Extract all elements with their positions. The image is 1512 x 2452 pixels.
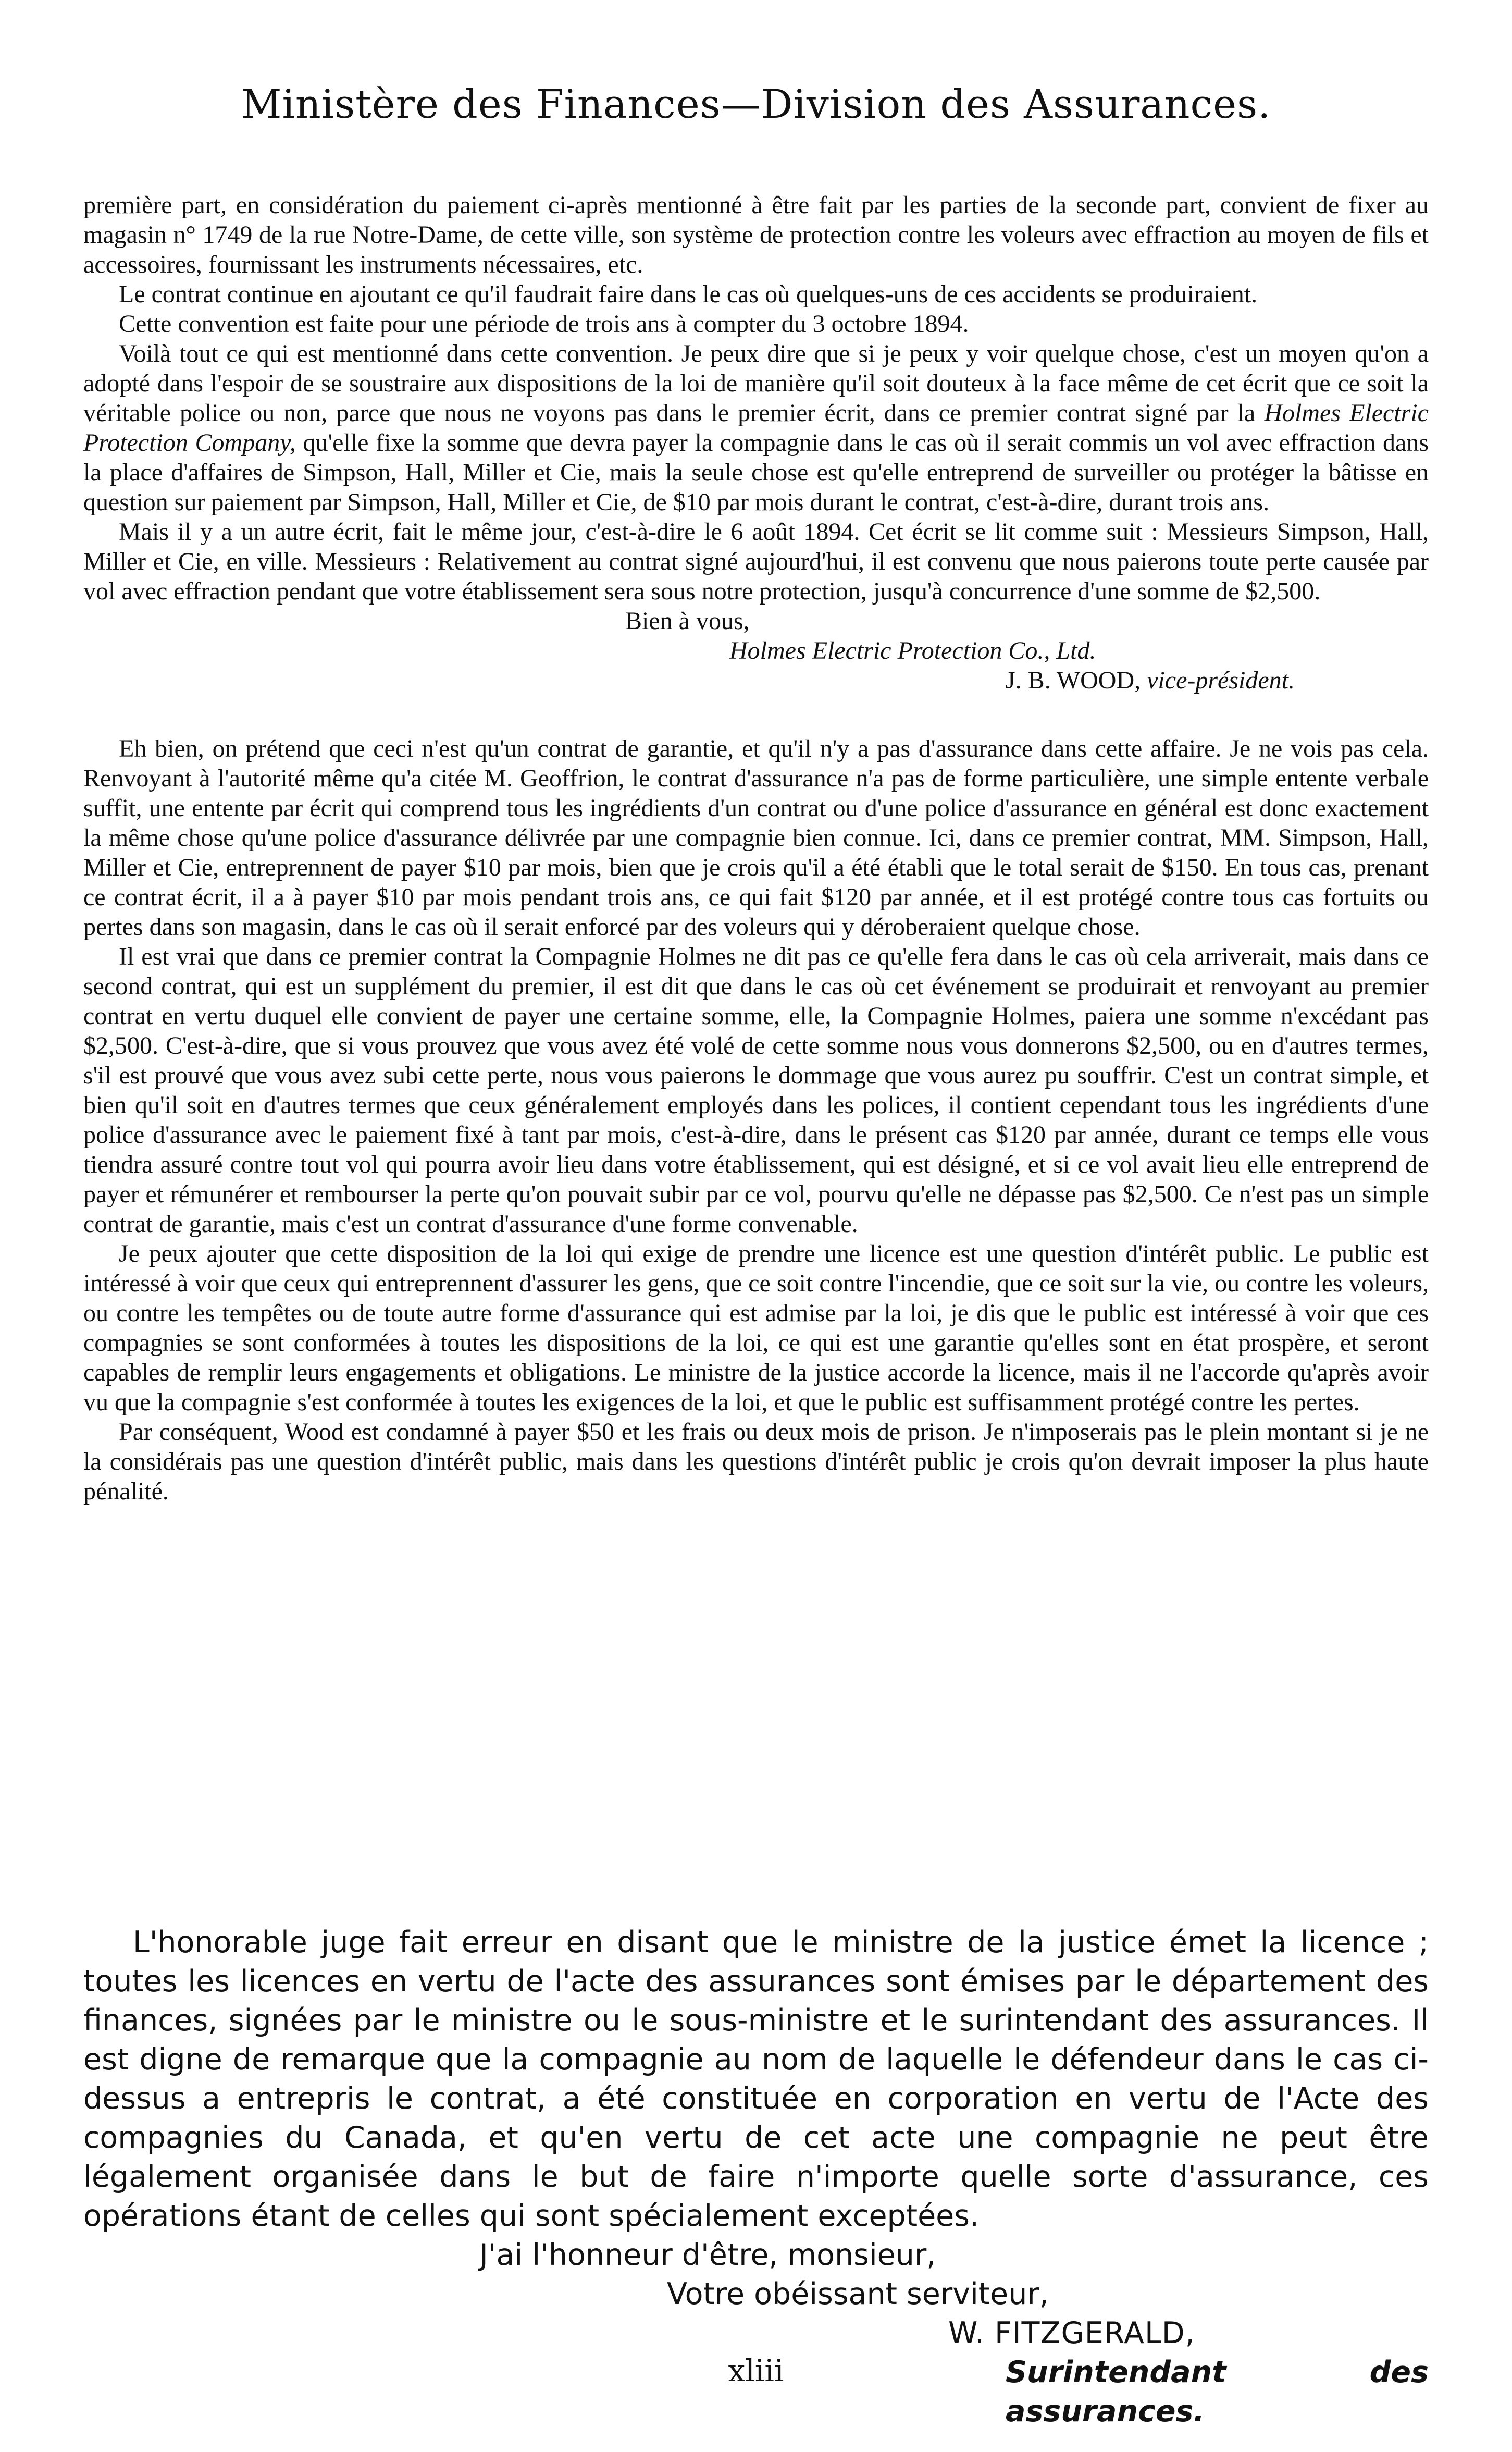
closing-signatory xyxy=(83,666,1429,695)
paragraph-1: première part, en considération du paiement ci-après mentionné à être fait par les parties de la seconde part, convient de fixer au magasin n° 1749 de la rue Notre-Dame, de cette ville, son système de protection contre les voleurs avec effraction au moyen de fils et accessoires, fournissant les instruments nécessaires, etc. xyxy=(83,191,1429,278)
section-gap xyxy=(83,695,1429,734)
letter-closing xyxy=(83,606,1429,695)
signature-name: W. FITZGERALD, xyxy=(948,2316,1195,2350)
judgment-text xyxy=(83,190,1429,1506)
paragraph-3: Cette convention est faite pour une période de trois ans à compter du 3 octobre 1894. xyxy=(119,310,969,338)
signature-line-1: J'ai l'honneur d'être, monsieur, xyxy=(479,2238,936,2272)
signature-block xyxy=(83,2236,1429,2431)
closing-salutation: Bien à vous, xyxy=(625,607,750,635)
paragraph-4-part-b: qu'elle fixe la somme que devra payer la compagnie dans le cas où il serait commis un vol avec effraction dans la place d'affaires de Simpson, Hall, Miller et Cie, mais la seule chose est qu'elle entreprend de surveiller ou protéger la bâtisse en question sur paiement par Simpson, Hall, Miller et Cie, de $10 par mois durant le contrat, c'est-à-dire, durant trois ans. xyxy=(83,429,1429,516)
signatory-role: vice-président. xyxy=(1147,667,1295,694)
page-header: Ministère des Finances—Division des Assurances. xyxy=(241,81,1271,127)
signature-line-2: Votre obéissant serviteur, xyxy=(667,2277,1049,2311)
paragraph-9: Par conséquent, Wood est condamné à payer $50 et les frais ou deux mois de prison. Je n'imposerais pas le plein montant si je ne la considérais pas une question d'intérêt public, mais dans les questions d'intérêt public je crois qu'on devrait imposer la plus haute pénalité. xyxy=(83,1418,1429,1505)
signatory-name: J. B. WOOD, xyxy=(1006,667,1141,694)
page-number: xliii xyxy=(728,2353,784,2388)
signature-title: Surintendant des assurances. xyxy=(1006,2355,1429,2429)
company-name: Holmes Electric Protection Company, xyxy=(83,399,1429,457)
paragraph-4-part-a: Voilà tout ce qui est mentionné dans cette convention. Je peux dire que si je peux y voir quelque chose, c'est un moyen qu'on a adopté dans l'espoir de se soustraire aux dispositions de la loi de manière qu'il soit douteux à la face même de cet écrit que ce soit la véritable police ou non, parce que nous ne voyons pas dans le premier écrit, dans ce premier contrat signé par la xyxy=(83,340,1429,427)
note-paragraph: L'honorable juge fait erreur en disant que le ministre de la justice émet la licence ; toutes les licences en vertu de l'acte des assurances sont émises par le département des finances, signées par le ministre ou le sous-ministre et le surintendant des assurances. Il est digne de remarque que la compagnie au nom de laquelle le défendeur dans le cas ci-dessus a entrepris le contrat, a été constituée en corporation en vertu de l'Acte des compagnies du Canada, et qu'en vertu de cet acte une compagnie ne peut être légalement organisée dans le but de faire n'importe quelle sorte d'assurance, ces opérations étant de celles qui sont spécialement exceptées. xyxy=(83,1925,1429,2233)
paragraph-5: Mais il y a un autre écrit, fait le même jour, c'est-à-dire le 6 août 1894. Cet écrit se lit comme suit : Messieurs Simpson, Hall, Miller et Cie, en ville. Messieurs : Relativement au contrat signé aujourd'hui, il est convenu que nous paierons toute perte causée par vol avec effraction pendant que votre établissement sera sous notre protection, jusqu'à concurrence d'une somme de $2,500. xyxy=(83,518,1429,605)
closing-company: Holmes Electric Protection Co., Ltd. xyxy=(729,637,1096,664)
paragraph-4 xyxy=(83,339,1429,517)
paragraph-2: Le contrat continue en ajoutant ce qu'il faudrait faire dans le cas où quelques-uns de ces accidents se produiraient. xyxy=(119,280,1258,308)
paragraph-7: Il est vrai que dans ce premier contrat la Compagnie Holmes ne dit pas ce qu'elle fera dans le cas où cela arriverait, mais dans ce second contrat, qui est un supplément du premier, il est dit que dans le cas où cet événement se produirait et renvoyant au premier contrat en vertu duquel elle convient de payer une certaine somme, elle, la Compagnie Holmes, paiera une somme n'excédant pas $2,500. C'est-à-dire, que si vous prouvez que vous avez été volé de cette somme nous vous donnerons $2,500, ou en d'autres termes, s'il est prouvé que vous avez subi cette perte, nous vous paierons le dommage que vous aurez pu souffrir. C'est un contrat simple, et bien qu'il soit en d'autres termes que ceux généralement employés dans les polices, il contient cependant tous les ingrédients d'une police d'assurance avec le paiement fixé à tant par mois, c'est-à-dire, dans le présent cas $120 par année, durant ce temps elle vous tiendra assuré contre tout vol qui pourra avoir lieu dans votre établissement, qui est désigné, et si ce vol avait lieu elle entreprend de payer et rémunérer et rembourser la perte qu'on pouvait subir par ce vol, pourvu qu'elle ne dépasse pas $2,500. Ce n'est pas un simple contrat de garantie, mais c'est un contrat d'assurance d'une forme convenable. xyxy=(83,943,1429,1238)
paragraph-8: Je peux ajouter que cette disposition de la loi qui exige de prendre une licence est une question d'intérêt public. Le public est intéressé à voir que ceux qui entreprennent d'assurer les gens, que ce soit contre l'incendie, que ce soit sur la vie, ou contre les voleurs, ou contre les tempêtes ou de toute autre forme d'assurance qui est admise par la loi, je dis que le public est intéressé à voir que ces compagnies se sont conformées à toutes les dispositions de la loi, ce qui est une garantie qu'elles sont en état prospère, et seront capables de remplir leurs engagements et obligations. Le ministre de la justice accorde la licence, mais il ne l'accorde qu'après avoir vu que la compagnie s'est conformée à toutes les exigences de la loi, et que le public est suffisamment protégé contre les pertes. xyxy=(83,1240,1429,1416)
paragraph-6: Eh bien, on prétend que ceci n'est qu'un contrat de garantie, et qu'il n'y a pas d'assurance dans cette affaire. Je ne vois pas cela. Renvoyant à l'autorité même qu'a citée M. Geoffrion, le contrat d'assurance n'a pas de forme particulière, une simple entente verbale suffit, une entente par écrit qui comprend tous les ingrédients d'un contrat ou d'une police d'assurance en général est donc exactement la même chose qu'une police d'assurance délivrée par une compagnie bien connue. Ici, dans ce premier contrat, MM. Simpson, Hall, Miller et Cie, entreprennent de payer $10 par mois, bien que je crois qu'il a été établi que le total serait de $150. En tous cas, prenant ce contrat écrit, il a à payer $10 par mois pendant trois ans, ce qui fait $120 par année, et il est protégé contre tous cas fortuits ou pertes dans son magasin, dans le cas où il serait enforcé par des voleurs qui y déroberaient quelque chose. xyxy=(83,735,1429,941)
